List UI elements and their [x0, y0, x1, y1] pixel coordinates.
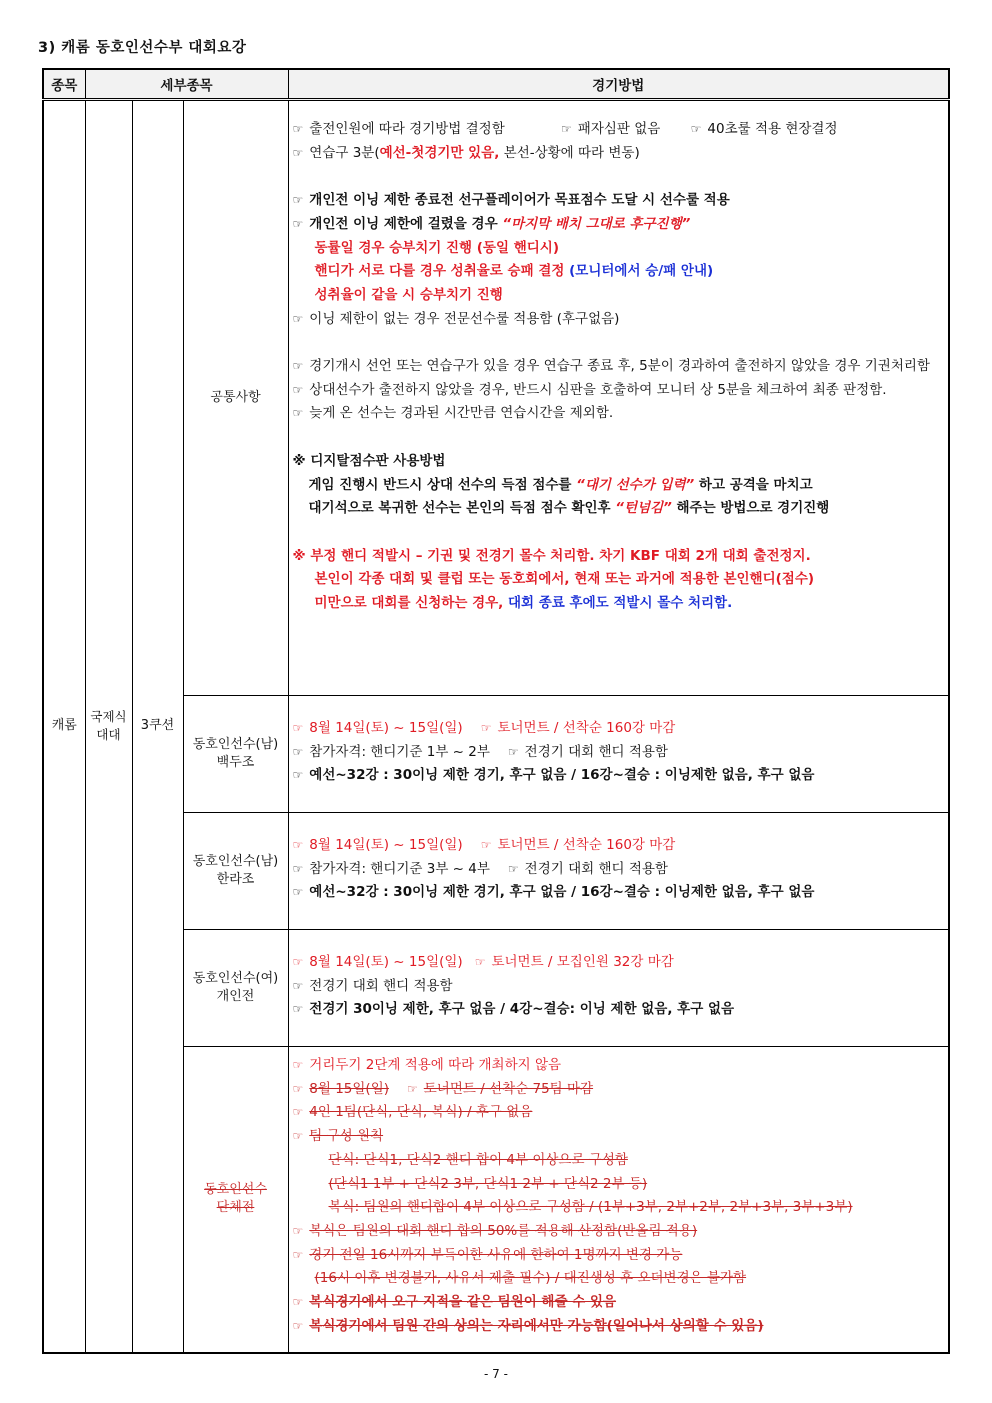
- pointing-hand-icon: ☞: [407, 1081, 418, 1096]
- common-p3: 개인전 이닝 제한 종료전 선구플레이어가 목표점수 도달 시 선수룰 적용: [309, 192, 730, 209]
- baekdu-l1b: 토너먼트 / 선착순 160강 마감: [497, 720, 676, 736]
- halla-l2a: 참가자격: 핸디기준 3부 ~ 4부: [309, 860, 490, 877]
- team-line-2: [293, 1078, 945, 1102]
- halla-label-1: 동호인선수(남): [192, 854, 279, 869]
- pointing-hand-icon: ☞: [292, 861, 304, 876]
- team-line-11: [293, 1291, 945, 1315]
- halla-label: [183, 813, 288, 930]
- common-p14-italic: “턴넘김”: [615, 500, 672, 517]
- common-p13-pre: 게임 진행시 반드시 상대 선수의 득점 점수를: [308, 476, 577, 493]
- pointing-hand-icon: ☞: [292, 744, 304, 759]
- pointing-hand-icon: ☞: [561, 122, 572, 136]
- page-number: - 7 -: [484, 1367, 508, 1381]
- common-p10: 상대선수가 출전하지 않았을 경우, 반드시 심판을 호출하여 모니터 상 5분을 체크하여 최종 판정함.: [309, 381, 887, 398]
- common-line-14: [293, 497, 945, 521]
- common-p17-blue: 대회 종료 후에도 적발시 몰수 처리함.: [507, 595, 733, 611]
- women-l1a: 8월 14일(토) ~ 15일(일): [309, 954, 463, 970]
- common-line-17: [293, 592, 945, 616]
- baekdu-line-2: [293, 741, 945, 765]
- common-line-2: [293, 142, 945, 166]
- common-p13-italic: “대기 선수가 입력”: [576, 476, 695, 493]
- pointing-hand-icon: ☞: [292, 122, 304, 136]
- common-p9: 경기개시 선언 또는 연습구가 있을 경우 연습구 종료 후, 5분이 경과하여 출전하지 않았을 경우 기권처리함: [309, 358, 930, 374]
- team-label-2: 단체전: [216, 1200, 255, 1216]
- common-p16: 본인이 각종 대회 및 클럽 또는 동호회에서, 현재 또는 과거에 적용한 본인핸디(점수): [314, 571, 815, 588]
- team-line-4: [293, 1125, 945, 1149]
- pointing-hand-icon: ☞: [292, 406, 304, 421]
- women-label: [183, 930, 288, 1047]
- baekdu-content: [288, 696, 949, 813]
- baekdu-l2b: 전경기 대회 핸디 적용함: [524, 743, 668, 760]
- pointing-hand-icon: ☞: [690, 122, 702, 136]
- common-p4-pre: 개인전 이닝 제한에 걸렸을 경우: [309, 215, 503, 232]
- women-l3: 전경기 30이닝 제한, 후구 없음 / 4강~결승: 이닝 제한 없음, 후구 없음: [309, 1001, 735, 1018]
- team-l4: 팀 구성 원칙: [309, 1128, 384, 1145]
- format-cell: 국제식 대대: [85, 100, 132, 1353]
- baekdu-label: [183, 696, 288, 813]
- women-l2: 전경기 대회 핸디 적용함: [309, 977, 453, 994]
- pointing-hand-icon: ☞: [480, 721, 492, 735]
- common-p1b: 패자심판 없음: [577, 121, 661, 137]
- pointing-hand-icon: ☞: [292, 838, 304, 852]
- team-l3: 4인 1팀(단식, 단식, 복식) / 후구 없음: [309, 1104, 533, 1121]
- pointing-hand-icon: ☞: [292, 1081, 304, 1096]
- common-line-3: [293, 189, 945, 213]
- halla-l2b: 전경기 대회 핸디 적용함: [524, 860, 668, 877]
- women-content: [288, 930, 949, 1047]
- header-sub-event: 세부종목: [85, 69, 288, 100]
- common-p2-red: 예선-첫경기만 있음,: [379, 144, 500, 161]
- common-line-6: [293, 260, 945, 284]
- pointing-hand-icon: ☞: [474, 955, 486, 969]
- halla-l3: 예선~32강 : 30이닝 제한 경기, 후구 없음 / 16강~결승 : 이닝제한 없음, 후구 없음: [309, 884, 815, 901]
- women-label-2: 개인전: [216, 989, 255, 1004]
- pointing-hand-icon: ☞: [292, 955, 304, 969]
- pointing-hand-icon: ☞: [507, 861, 519, 876]
- common-p13-post: 하고 공격을 마치고: [694, 476, 813, 493]
- women-label-1: 동호인선수(여): [192, 971, 279, 986]
- pointing-hand-icon: ☞: [292, 311, 304, 326]
- team-line-9: [293, 1244, 945, 1268]
- pointing-hand-icon: ☞: [292, 1002, 304, 1017]
- pointing-hand-icon: ☞: [292, 1129, 304, 1144]
- common-p1c: 40초룰 적용 현장결정: [707, 121, 838, 137]
- common-line-10: [293, 379, 945, 403]
- team-l1: 거리두기 2단계 적용에 따라 개최하지 않음: [309, 1057, 562, 1073]
- common-p15: ※ 부정 핸디 적발시 – 기권 및 전경기 몰수 처리함. 차기 KBF 대회 2개 대회 출전정지.: [292, 547, 811, 564]
- team-line-12: [293, 1315, 945, 1339]
- pointing-hand-icon: ☞: [292, 193, 304, 208]
- pointing-hand-icon: ☞: [292, 1247, 304, 1262]
- common-line-9: [293, 355, 945, 379]
- common-p2-pre: 연습구 3분(: [309, 144, 380, 161]
- common-line-11: [293, 402, 945, 426]
- common-p14-pre: 대기석으로 복귀한 선수는 본인의 득점 점수 확인후: [308, 500, 616, 517]
- team-label: [183, 1047, 288, 1353]
- halla-line-3: [293, 881, 945, 905]
- common-line-4: [293, 213, 945, 237]
- header-method: 경기방법: [288, 69, 949, 100]
- team-line-3: [293, 1101, 945, 1125]
- common-p6-blue: (모니터에서 승/패 안내): [569, 263, 714, 280]
- common-p2-post: 본선-상황에 따라 변동): [499, 144, 640, 161]
- pointing-hand-icon: ☞: [292, 359, 304, 373]
- pointing-hand-icon: ☞: [292, 1105, 304, 1120]
- common-label: 공통사항: [183, 100, 288, 696]
- women-l1b: 토너먼트 / 모집인원 32강 마감: [491, 954, 674, 970]
- team-l9: 경기 전일 16시까지 부득이한 사유에 한하여 1명까지 변경 가능: [309, 1246, 683, 1263]
- common-p6-red: 핸디가 서로 다를 경우 성취율로 승패 결정: [314, 263, 570, 280]
- event-cell: 캐롬: [43, 100, 85, 1353]
- common-p1a: 출전인원에 따라 경기방법 결정함: [309, 121, 505, 137]
- team-l8: 복식은 팀원의 대회 핸디 합의 50%를 적용해 산정함(반올림 적용): [309, 1222, 698, 1239]
- common-content: [288, 100, 949, 696]
- baekdu-l1a: 8월 14일(토) ~ 15일(일): [309, 720, 463, 736]
- pointing-hand-icon: ☞: [480, 838, 492, 852]
- team-l12: 복식경기에서 팀원 간의 상의는 자리에서만 가능함(일어나서 상의할 수 있음): [309, 1317, 764, 1334]
- team-line-8: [293, 1220, 945, 1244]
- common-p8: 이닝 제한이 없는 경우 전문선수룰 적용함 (후구없음): [309, 310, 620, 327]
- pointing-hand-icon: ☞: [292, 768, 304, 783]
- table-header-row: [43, 69, 949, 100]
- women-line-2: [293, 975, 945, 999]
- halla-line-2: [293, 858, 945, 882]
- pointing-hand-icon: ☞: [292, 721, 304, 735]
- team-l2a: 8월 15일(일): [309, 1080, 389, 1097]
- pointing-hand-icon: ☞: [292, 1318, 304, 1333]
- halla-l1a: 8월 14일(토) ~ 15일(일): [309, 837, 463, 853]
- team-l5: 단식: 단식1, 단식2 핸디 합이 4부 이상으로 구성함: [328, 1151, 628, 1168]
- section-heading: 3) 캐롬 동호인선수부 대회요강: [38, 40, 247, 56]
- women-line-3: [293, 998, 945, 1022]
- pointing-hand-icon: ☞: [292, 145, 304, 160]
- pointing-hand-icon: ☞: [292, 1058, 304, 1072]
- cushion-cell: 3쿠션: [132, 100, 183, 1353]
- baekdu-line-3: [293, 764, 945, 788]
- team-label-1: 동호인선수: [204, 1182, 267, 1198]
- common-p5: 동률일 경우 승부치기 진행 (동일 핸디시): [314, 239, 560, 256]
- halla-label-2: 한라조: [216, 872, 255, 887]
- team-l2b: 토너먼트 / 선착순 75팀 마감: [423, 1080, 594, 1097]
- team-content: [288, 1047, 949, 1353]
- baekdu-l3: 예선~32강 : 30이닝 제한 경기, 후구 없음 / 16강~결승 : 이닝제한 없음, 후구 없음: [309, 767, 815, 784]
- common-line-1: [293, 118, 945, 142]
- common-p12: ※ 디지탈점수판 사용방법: [292, 452, 446, 469]
- pointing-hand-icon: ☞: [292, 1295, 304, 1310]
- common-p7: 성취율이 같을 시 승부치기 진행: [314, 286, 503, 303]
- baekdu-label-2: 백두조: [216, 755, 255, 770]
- common-p14-post: 해주는 방법으로 경기진행: [671, 500, 830, 517]
- pointing-hand-icon: ☞: [292, 885, 304, 900]
- halla-line-1: [293, 834, 945, 858]
- header-event: 종목: [43, 69, 85, 100]
- pointing-hand-icon: ☞: [507, 744, 519, 759]
- pointing-hand-icon: ☞: [292, 216, 304, 231]
- team-l11: 복식경기에서 오구 지적을 같은 팀원이 해줄 수 있음: [309, 1294, 617, 1311]
- halla-l1b: 토너먼트 / 선착순 160강 마감: [497, 837, 676, 853]
- pointing-hand-icon: ☞: [292, 1223, 304, 1238]
- common-p11: 늦게 온 선수는 경과된 시간만큼 연습시간을 제외함.: [309, 405, 614, 422]
- pointing-hand-icon: ☞: [292, 978, 304, 993]
- women-line-1: [293, 951, 945, 975]
- baekdu-line-1: [293, 717, 945, 741]
- team-l7: 복식: 팀원의 핸디합이 4부 이상으로 구성함 / (1부+3부, 2부+2부, 2부+3부, 3부+3부): [328, 1199, 853, 1216]
- common-p4-italic: “마지막 배치 그대로 후구진행”: [502, 215, 691, 232]
- common-row: [43, 100, 949, 696]
- rules-table: [42, 68, 950, 1354]
- team-l6: (단식1 1부 + 단식2 3부, 단식1 2부 + 단식2 2부 등): [328, 1175, 648, 1192]
- baekdu-l2a: 참가자격: 핸디기준 1부 ~ 2부: [309, 743, 490, 760]
- common-line-13: [293, 474, 945, 498]
- team-l10: (16시 이후 변경불가, 사유서 제출 필수) / 대진생성 후 오더변경은 불가함: [314, 1270, 747, 1287]
- common-p17-red: 미만으로 대회를 신청하는 경우,: [314, 595, 508, 611]
- baekdu-label-1: 동호인선수(남): [192, 737, 279, 752]
- halla-content: [288, 813, 949, 930]
- team-line-1: [293, 1054, 945, 1078]
- common-line-8: [293, 308, 945, 332]
- pointing-hand-icon: ☞: [292, 382, 304, 397]
